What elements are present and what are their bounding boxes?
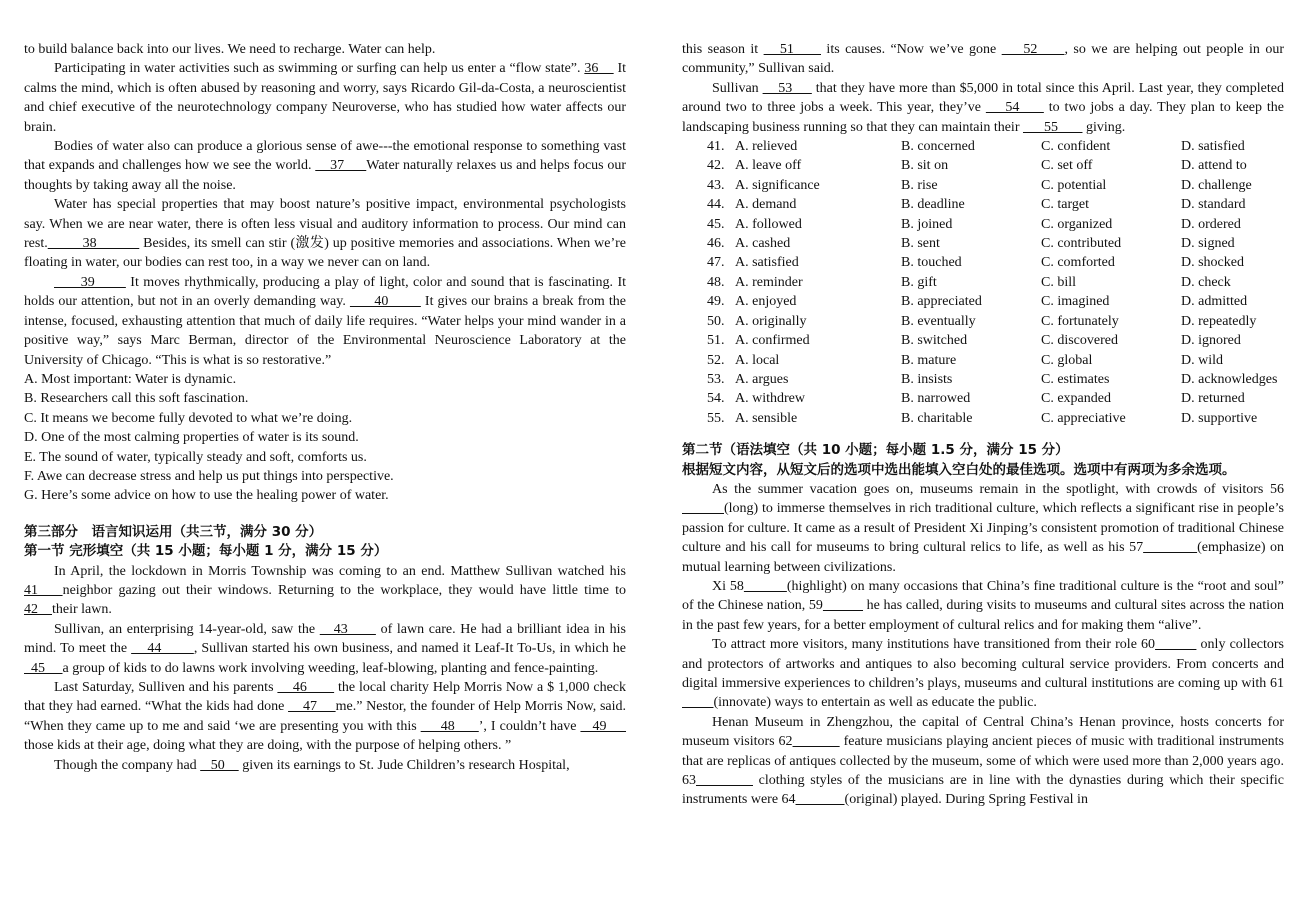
question-row: 41. A. relieved B. concerned C. confident D. satisfied (707, 139, 1245, 155)
grammar-paragraph: As the summer vacation goes on, museums remain in the spotlight, with crowds of visitors 56 (long) to immerse themselves in rich traditional culture, which reflects a significant rise in people’s passion for culture. It came as a result of President Xi Jinping’s consistent promotion of traditional Chinese culture and his call for museums to bring cultural relics to life, as well as his 57 (emphasize) on mutual learning between civilizations. (682, 481, 1285, 575)
part-three-heading: 第三部分 语言知识运用（共三节，满分 30 分） (24, 523, 323, 540)
blank-48[interactable]: 48 (420, 718, 479, 734)
blank-56[interactable] (682, 501, 724, 516)
option-g: G. Here’s some advice on how to use the healing power of water. (24, 488, 389, 504)
blank-46[interactable]: 46 (277, 680, 335, 695)
option-f: F. Awe can decrease stress and help us put things into perspective. (24, 468, 394, 484)
blank-64[interactable] (796, 792, 845, 807)
question-row: 52. A. local B. mature C. global D. wild (707, 352, 1223, 368)
question-row: 53. A. argues B. insists C. estimates D. acknowledges (707, 371, 1278, 387)
question-row: 55. A. sensible B. charitable C. appreciative D. supportive (707, 410, 1258, 426)
blank-59[interactable] (823, 598, 863, 613)
left-column (24, 40, 626, 775)
question-row: 54. A. withdrew B. narrowed C. expanded D. returned (707, 391, 1245, 407)
blank-63[interactable] (696, 773, 753, 788)
cloze-paragraph: In April, the lockdown in Morris Township was coming to an end. Matthew Sullivan watched his 41 neighbor gazing out their windows. Returning to the workplace, they would have little time to 42 their lawn. (24, 563, 627, 618)
question-row: 48. A. reminder B. gift C. bill D. check (707, 274, 1231, 290)
option-a: A. Most important: Water is dynamic. (24, 371, 237, 387)
question-row: 45. A. followed B. joined C. organized D. ordered (707, 216, 1241, 232)
blank-52[interactable]: 52 (1001, 42, 1065, 57)
passage-paragraph: Participating in water activities such as swimming or surfing can help us enter a “flow state”. 36 It calms the mind, which is often abused by reasoning and worry, says Ricardo Gil-da-Costa, a neuroscientist and chief executive of the neurotechnology company Neuroverse, who has studied how water affects our brain. (24, 61, 627, 135)
blank-61[interactable] (682, 695, 714, 710)
blank-45[interactable]: 45 (24, 660, 63, 676)
blank-41[interactable]: 41 (24, 582, 63, 598)
question-row: 49. A. enjoyed B. appreciated C. imagined D. admitted (707, 294, 1248, 310)
option-d: D. One of the most calming properties of water is its sound. (24, 430, 359, 446)
question-row: 42. A. leave off B. sit on C. set off D. attend to (707, 158, 1247, 174)
cloze-paragraph: Last Saturday, Sulliven and his parents 46 the local charity Help Morris Now a $ 1,000 check that they had earned. “What the kids had done 47 me.” Nestor, the founder of Help Morris Now, said. “When they came up to me and said ‘we are presenting you with this 48 ’, I couldn’t have 49 those kids at their age, doing what they are doing, with the purpose of helping others. ” (24, 680, 627, 754)
passage-paragraph: Bodies of water also can produce a glorious sense of awe---the emotional response to something vast that expands and challenges how we see the world. 37 Water naturally relaxes us and helps focus our thoughts by taking away all the noise. (24, 139, 626, 193)
cloze-paragraph: this season it 51 its causes. “Now we’ve gone 52 , so we are helping out people in our community,” Sullivan said. (682, 42, 1285, 77)
blank-37[interactable]: 37 (315, 158, 367, 174)
passage-paragraph: Water has special properties that may boost nature’s positive impact, environmental psychologists say. When we are near water, there is often less visual and auditory information to process. Our mind can rest. 38 Besides, its smell can stir (激发) up positive memories and associations. When we’re floating in water, our bodies can rest too, in a way we never can on land. (24, 197, 626, 271)
cloze-paragraph: Sullivan 53 that they have more than $5,000 in total since this April. Last year, they completed around two to three jobs a week. This year, they’ve 54 to two jobs a day. They plan to keep the landscaping business running so that they can maintain their 55 giving. (682, 80, 1284, 135)
question-row: 43. A. significance B. rise C. potential D. challenge (707, 177, 1252, 193)
blank-60[interactable] (1155, 637, 1196, 652)
question-list (682, 137, 1284, 428)
option-b: B. Researchers call this soft fascination. (24, 391, 249, 407)
blank-54[interactable]: 54 (985, 100, 1044, 116)
section-two-heading: 第二节（语法填空（共 10 小题；每小题 1.5 分，满分 15 分） (682, 442, 1069, 459)
blank-38[interactable]: 38 (47, 236, 140, 252)
blank-62[interactable] (793, 734, 840, 749)
blank-39[interactable]: 39 (54, 274, 126, 290)
cloze-paragraph: Though the company had 50 given its earnings to St. Jude Children’s research Hospital, (54, 757, 570, 773)
question-row: 51. A. confirmed B. switched C. discovered D. ignored (707, 333, 1241, 349)
blank-55[interactable]: 55 (1022, 119, 1083, 135)
passage-paragraph: 39 It moves rhythmically, producing a play of light, color and sound that is fascinating. It holds our attention, but not in an overly demanding way. 40 It gives our brains a break from the intense, focused, exhausting attention that much of daily life requires. “Water helps your mind wander in a positive way,” says Marc Berman, director of the Environmental Neuroscience Laboratory at the University of Chicago. “This is what is so restorative.” (24, 274, 626, 368)
blank-42[interactable]: 42 (24, 602, 52, 618)
passage-line: to build balance back into our lives. We need to recharge. Water can help. (24, 42, 436, 57)
blank-43[interactable]: 43 (319, 621, 376, 637)
blank-50[interactable]: 50 (200, 757, 239, 773)
section-two-instructions: 根据短文内容，从短文后的选项中选出能填入空白处的最佳选项。选项中有两项为多余选项。 (682, 461, 1236, 478)
right-column (682, 40, 1284, 810)
blank-36[interactable]: 36 (584, 61, 614, 77)
question-row: 50. A. originally B. eventually C. fortunately D. repeatedly (707, 313, 1257, 329)
question-row: 44. A. demand B. deadline C. target D. standard (707, 197, 1246, 213)
question-row: 47. A. satisfied B. touched C. comforted D. shocked (707, 255, 1244, 271)
blank-53[interactable]: 53 (762, 80, 812, 96)
blank-57[interactable] (1143, 540, 1197, 555)
blank-49[interactable]: 49 (580, 718, 627, 734)
section-one-heading: 第一节 完形填空（共 15 小题；每小题 1 分，满分 15 分） (24, 543, 388, 560)
blank-44[interactable]: 44 (131, 641, 194, 657)
question-row: 46. A. cashed B. sent C. contributed D. signed (707, 236, 1235, 252)
grammar-paragraph: Henan Museum in Zhengzhou, the capital of Central China’s Henan province, hosts concerts for museum visitors 62 feature musicians playing ancient pieces of music with traditional instruments that are replicas of antiques collected by the museum, some of which were used more than 2,000 years ago. 63 clothing styles of the musicians are in line with the dynasties during which their specific instruments were 64 (original) played. During Spring Festival in (682, 714, 1285, 808)
blank-40[interactable]: 40 (349, 294, 421, 310)
cloze-paragraph: Sullivan, an enterprising 14-year-old, saw the 43 of lawn care. He had a brilliant idea in his mind. To meet the 44 , Sullivan started his own business, and named it Leaf-It To-Us, in which he 45 a group of kids to do lawns work involving weeding, leaf-blowing, planting and fence-painting. (24, 621, 627, 676)
blank-51[interactable]: 51 (763, 42, 821, 57)
option-c: C. It means we become fully devoted to what we’re doing. (24, 410, 353, 426)
option-e: E. The sound of water, typically steady and soft, comforts us. (24, 449, 367, 465)
grammar-paragraph: To attract more visitors, many institutions have transitioned from their role 60 only collectors and protectors of artworks and antiques to also becoming cultural service providers. From concerts and digital immersive experiences to children’s plays, museums and cultural institutions are coming up with 61 (innovate) ways to entertain as well as educate the public. (682, 637, 1285, 711)
blank-47[interactable]: 47 (288, 699, 336, 715)
grammar-paragraph: Xi 58 (highlight) on many occasions that China’s fine traditional culture is the “root and soul” of the Chinese nation, 59 he has called, during visits to museums and cultural sites across the nation in the past few years, for a better employment of cultural relics and for making them “alive”. (682, 578, 1285, 633)
blank-58[interactable] (744, 579, 787, 594)
